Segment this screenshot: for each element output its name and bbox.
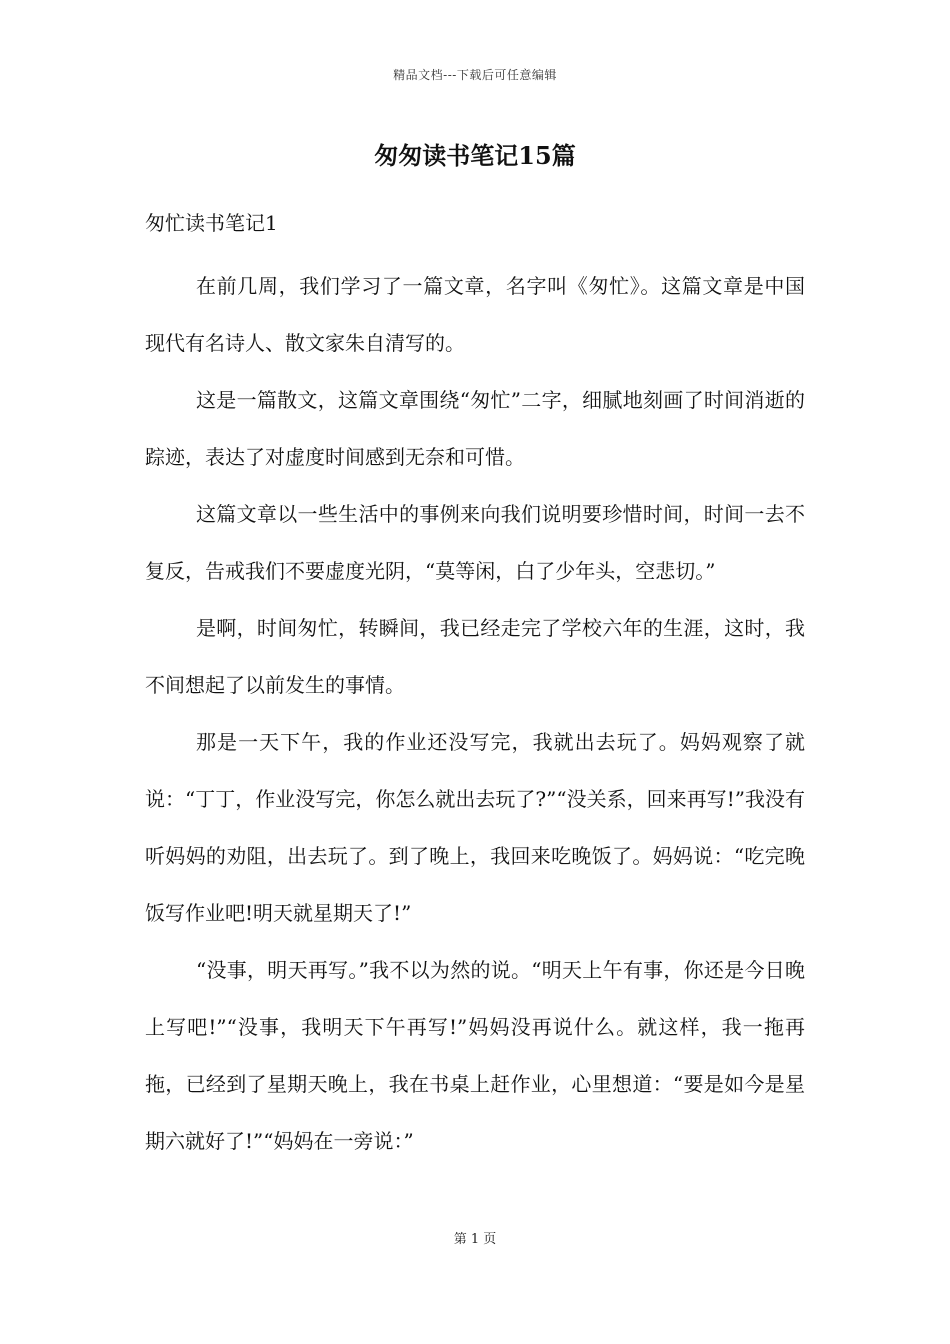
- section-heading: 匆忙读书笔记1: [145, 211, 278, 235]
- paragraph: “没事，明天再写。”我不以为然的说。“明天上午有事，你还是今日晚上写吧!”“没事，我明天下午再写!”妈妈没再说什么。就这样，我一拖再拖，已经到了星期天晚上，我在书桌上赶作业，心里想道：“要是如今是星期六就好了!”“妈妈在一旁说：”: [145, 958, 805, 1153]
- document-body: [145, 200, 805, 1170]
- paragraph: 这篇文章以一些生活中的事例来向我们说明要珍惜时间，时间一去不复反，告戒我们不要虚度光阴，“莫等闲，白了少年头，空悲切。”: [145, 502, 805, 583]
- paragraph: 在前几周，我们学习了一篇文章，名字叫《匆忙》。这篇文章是中国现代有名诗人、散文家朱自清写的。: [145, 274, 805, 355]
- paragraph: 那是一天下午，我的作业还没写完，我就出去玩了。妈妈观察了就说：“丁丁，作业没写完，你怎么就出去玩了?”“没关系，回来再写!”我没有听妈妈的劝阻，出去玩了。到了晚上，我回来吃晚饭了。妈妈说：“吃完晚饭写作业吧!明天就星期天了!”: [145, 730, 805, 925]
- paragraph: 这是一篇散文，这篇文章围绕“匆忙”二字，细腻地刻画了时间消逝的踪迹，表达了对虚度时间感到无奈和可惜。: [145, 388, 805, 469]
- page-number: 第 1 页: [453, 1232, 497, 1247]
- page-header: 精品文档---下载后可任意编辑: [393, 68, 557, 82]
- paragraph: 是啊，时间匆忙，转瞬间，我已经走完了学校六年的生涯，这时，我不间想起了以前发生的事情。: [145, 616, 805, 697]
- document-title: 匆匆读书笔记15篇: [374, 141, 576, 170]
